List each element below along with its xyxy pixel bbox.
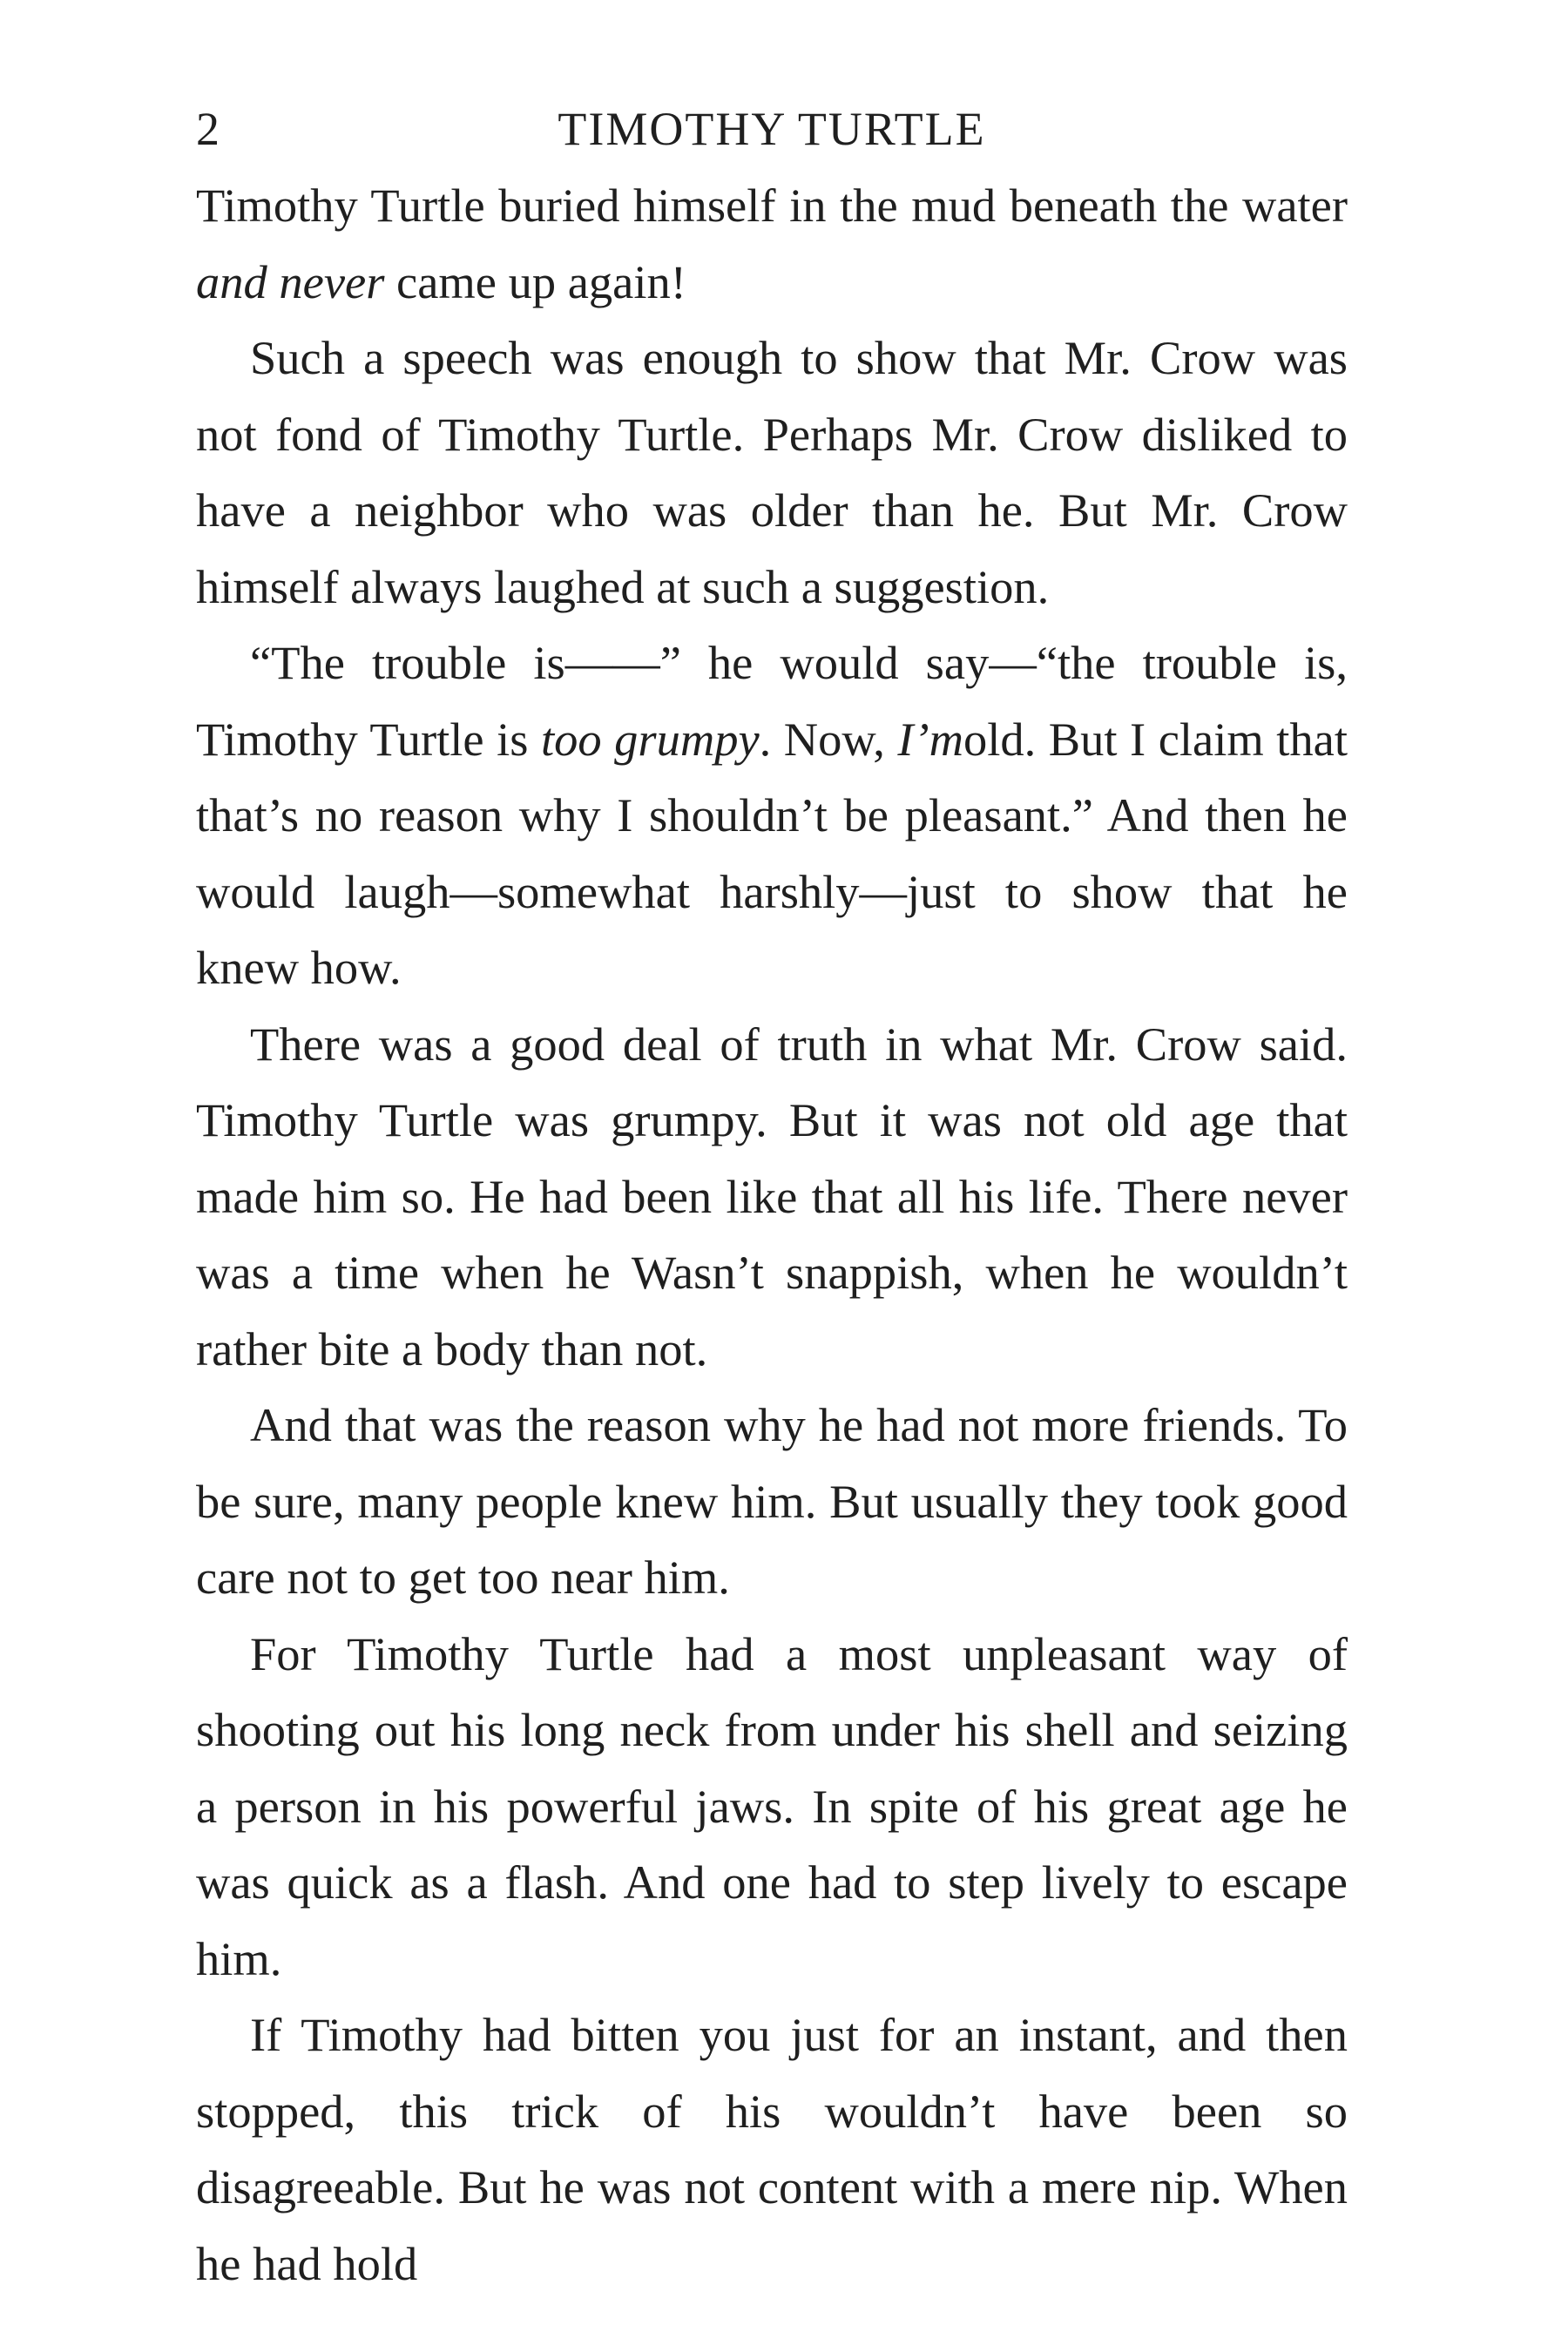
emphasis: and never (196, 254, 385, 308)
paragraph-1: Timothy Turtle buried himself in the mud beneath the water and never came up again! (196, 179, 1348, 308)
page-number: 2 (196, 103, 220, 155)
body-text (196, 167, 1348, 2301)
running-title: TIMOTHY TURTLE (558, 103, 986, 155)
paragraph-2: Such a speech was enough to show that Mr. Crow was not fond of Timothy Turtle. Perhaps Mr. Crow disliked to have a neighbor who was older than he. But Mr. Crow himself always laughed at such a suggestion. (196, 331, 1348, 613)
paragraph-4: There was a good deal of truth in what Mr. Crow said. Timothy Turtle was grumpy. But it was not old age that made him so. He had been like that all his life. There never was a time when he Wasn’t snappish, when he wouldn’t rather bite a body than not. (196, 1017, 1348, 1375)
paragraph-5: And that was the reason why he had not more friends. To be sure, many people knew him. But usually they took good care not to get too near him. (196, 1398, 1348, 1604)
emphasis: I’m (897, 712, 964, 766)
emphasis: too grumpy (540, 712, 760, 766)
paragraph-7: If Timothy had bitten you just for an instant, and then stopped, this trick of his wouldn’t have been so disagreeable. But he was not content with a mere nip. When he had hold (196, 2008, 1348, 2290)
paragraph-3: “The trouble is——” he would say—“the trouble is, Timothy Turtle is too grumpy. Now, I’mold. But I claim that that’s no reason why I shouldn’t be pleasant.” And then he would laugh—somewhat harshly—just to show that he knew how. (196, 636, 1348, 994)
running-head (196, 94, 1348, 164)
paragraph-6: For Timothy Turtle had a most unpleasant way of shooting out his long neck from under his shell and seizing a person in his powerful jaws. In spite of his great age he was quick as a flash. And one had to step lively to escape him. (196, 1626, 1348, 1985)
book-page (196, 94, 1348, 2301)
